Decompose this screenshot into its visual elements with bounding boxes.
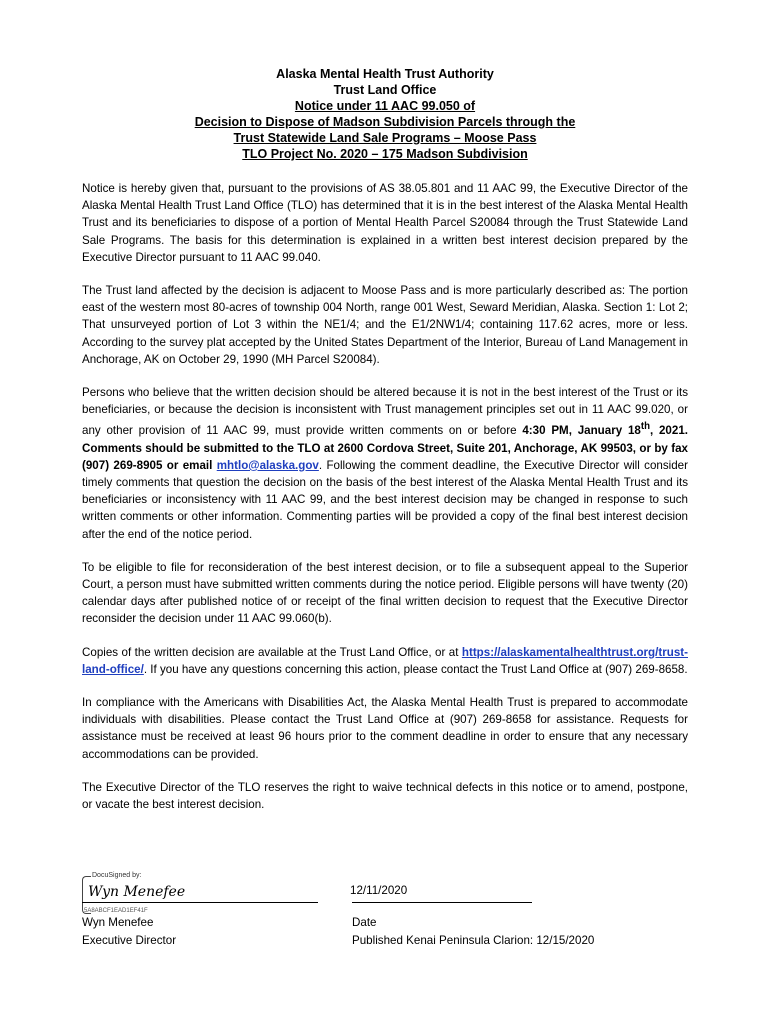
- signature-date: 12/11/2020: [350, 884, 408, 897]
- paragraph-ada: In compliance with the Americans with Disabilities Act, the Alaska Mental Health Trust is prepared to accommodate individuals with disabilities. Please contact the Trust Land Office at (907) 269-8658 for assistance. Requests for assistance must be received at least 96 hours prior to the comment deadline in order to ensure that any necessary accommodations can be provided.: [82, 695, 688, 761]
- paragraph-comments: [82, 384, 688, 543]
- docusign-envelope-id: 5A8ABCF1EAD1EF41F: [84, 908, 148, 914]
- email-link[interactable]: mhtlo@alaska.gov: [216, 458, 319, 472]
- paragraph-land-description: The Trust land affected by the decision is adjacent to Moose Pass and is more particularly described as: The portion east of the western most 80-acres of township 004 North, range 001 West, Seward Meridian, Alaska. Section 1: Lot 2; That unsurveyed portion of Lot 3 within the NE1/4; and the E1/2NW1/4; containing 117.62 acres, more or less. According to the survey plat accepted by the United States Department of the Interior, Bureau of Land Management in Anchorage, AK on October 29, 1990 (MH Parcel S20084).: [82, 284, 688, 366]
- notice-header: [82, 66, 688, 162]
- tlo-website-link[interactable]: https://alaskamentalhealthtrust.org/trust-land-office/: [82, 645, 688, 676]
- comments-text-a: Persons who believe that the written decision should be altered because it is not in the best interest of the Trust or its beneficiaries, or because the decision is inconsistent with Trust management principles set out in 11 AAC 99.020, or any other provision of 11 AAC 99, must provide written comments on or before: [82, 386, 688, 438]
- handwritten-signature: Wyn Menefee: [88, 884, 186, 900]
- comments-deadline: 4:30 PM, January 18: [522, 424, 641, 438]
- date-label: Date: [352, 916, 377, 929]
- paragraph-notice: Notice is hereby given that, pursuant to the provisions of AS 38.05.801 and 11 AAC 99, the Executive Director of the Alaska Mental Health Trust Land Office (TLO) has determined that it is in the best interest of the Alaska Mental Health Trust and its beneficiaries to dispose of a portion of Mental Health Parcel S20084 through the Trust Statewide Land Sale Programs. The basis for this determination is explained in a written best interest decision prepared by the Executive Director pursuant to 11 AAC 99.040.: [82, 182, 688, 264]
- signer-name: Wyn Menefee: [82, 916, 154, 929]
- signature-line: [82, 902, 318, 903]
- docusigned-label: DocuSigned by:: [92, 872, 142, 879]
- header-project: TLO Project No. 2020 – 175 Madson Subdivision: [242, 147, 528, 161]
- paragraph-reservation: The Executive Director of the TLO reserves the right to waive technical defects in this notice or to amend, postpone, or vacate the best interest decision.: [82, 780, 688, 811]
- header-decision: Decision to Dispose of Madson Subdivision Parcels through the: [194, 115, 576, 129]
- comments-deadline-sup: th: [640, 421, 650, 433]
- notice-document: [82, 66, 688, 829]
- header-org: Alaska Mental Health Trust Authority: [276, 67, 494, 81]
- header-notice: Notice under 11 AAC 99.050 of: [294, 99, 476, 113]
- publication-note: Published Kenai Peninsula Clarion: 12/15/2020: [352, 934, 595, 947]
- copies-text-a: Copies of the written decision are available at the Trust Land Office, or at: [82, 645, 462, 659]
- comments-address: , 2021. Comments should be submitted to the TLO at 2600 Cordova Street, Suite 201, Anchorage, AK 99503, or by fax (907) 269-8905 or email: [82, 424, 688, 472]
- copies-text-b: . If you have any questions concerning this action, please contact the Trust Land Office at (907) 269-8658.: [143, 662, 688, 676]
- comments-text-b: . Following the comment deadline, the Executive Director will consider timely comments that question the decision on the basis of the best interest of the Alaska Mental Health Trust and its beneficiaries or inconsistency with 11 AAC 99, and the best interest decision may be changed in response to such written comments or other information. Commenting parties will be provided a copy of the final best interest decision after the end of the notice period.: [82, 458, 688, 541]
- header-program: Trust Statewide Land Sale Programs – Moose Pass: [233, 131, 537, 145]
- signature-block: [82, 872, 688, 952]
- signer-title: Executive Director: [82, 934, 177, 947]
- header-office: Trust Land Office: [333, 83, 437, 97]
- paragraph-copies: [82, 644, 688, 678]
- date-line: [352, 902, 532, 903]
- paragraph-reconsideration: To be eligible to file for reconsideration of the best interest decision, or to file a subsequent appeal to the Superior Court, a person must have submitted written comments during the notice period. Eligible persons will have twenty (20) calendar days after published notice of or receipt of the final written decision to request that the Executive Director reconsider the decision under 11 AAC 99.060(b).: [82, 560, 688, 626]
